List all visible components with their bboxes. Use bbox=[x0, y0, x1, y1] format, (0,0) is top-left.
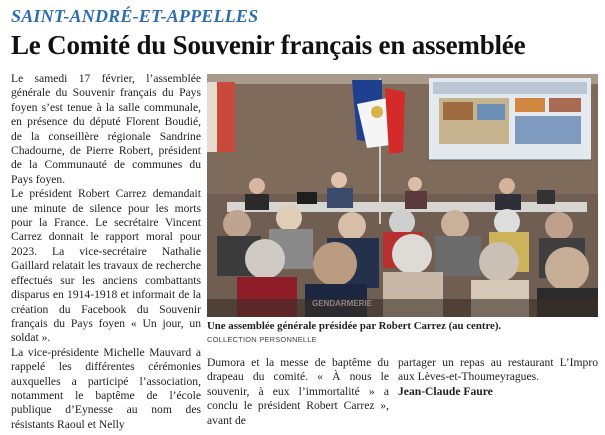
photo-illustration bbox=[207, 74, 598, 317]
paragraph: Le samedi 17 février, l’assemblée générale du Souvenir français du Pays foyen s’est tenue à la salle communale, en présence du député Florent Boudié, de la conseillère régionale Sandrine Chadourne, de Pierre Robert, président de la Communauté de communes du Pays foyen. bbox=[11, 72, 201, 186]
photo-caption: Une assemblée générale présidée par Robert Carrez (au centre). bbox=[207, 320, 502, 332]
article-column-right bbox=[398, 356, 598, 399]
paragraph: La vice-présidente Michelle Mauvard a rappelé les différentes cérémonies auxquelles a participé l’association, notamment le baptême de l’école publique d’Eynesse au nom des résistants Raoul et Nelly bbox=[11, 345, 201, 431]
kicker: SAINT-ANDRÉ-ET-APPELLES bbox=[11, 6, 259, 26]
article-column-left bbox=[11, 72, 201, 432]
paragraph: partager un repas au restaurant L’Impro aux Lèves-et-Thoumeyragues. bbox=[398, 356, 598, 384]
article-column-middle bbox=[207, 356, 389, 428]
article-photo bbox=[207, 74, 598, 317]
headline: Le Comité du Souvenir français en assemblée bbox=[11, 30, 526, 60]
photo-credit: COLLECTION PERSONNELLE bbox=[207, 335, 317, 344]
paragraph: Dumora et la messe de baptême du drapeau du comité. « À nous le souvenir, à eux l’immortalité » a conclu le président Robert Carrez », avant de bbox=[207, 356, 389, 427]
author-signature: Jean-Claude Faure bbox=[398, 384, 493, 398]
paragraph: Le président Robert Carrez demandait une minute de silence pour les morts pour la France. Le secrétaire Vincent Carrez donnait le rapport moral pour 2023. La vice-secrétaire Nathalie Gaillard relatait les travaux de recherche effectués sur les anciens combattants disparus en 1914-1918 et informait de la création du Facebook du Souvenir français du Pays foyen « Un jour, un soldat ». bbox=[11, 187, 201, 345]
